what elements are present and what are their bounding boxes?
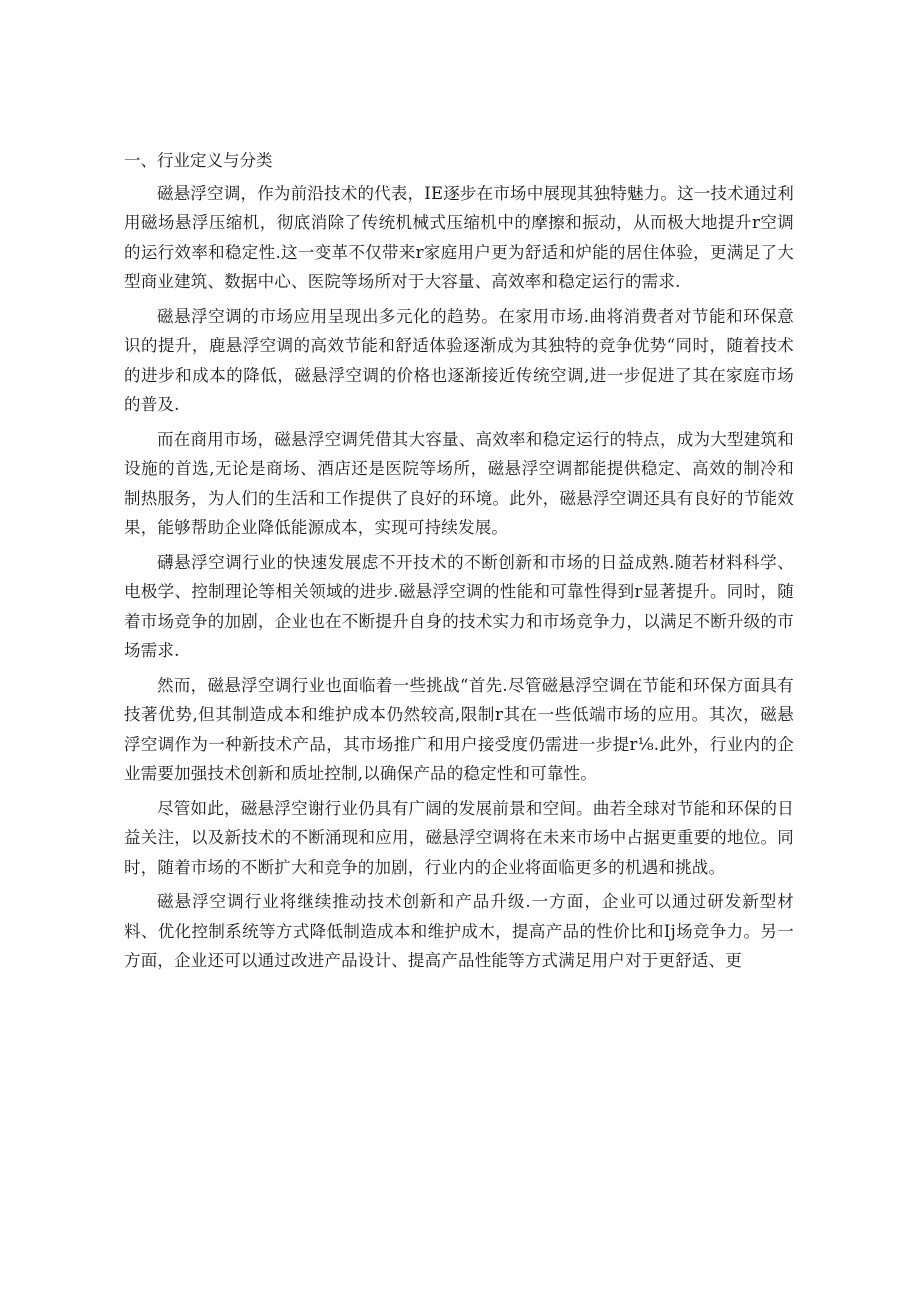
paragraph: 然而，磁悬浮空调行业也面临着一些挑战“首先.尽管磁悬浮空调在节能和环保方面具有技著优势,但其制造成本和维护成本仍然较高,限制r其在一些低端市场的应用。其次，磁悬浮空调作为一种新技术产品，其市场推广和用户接受度仍需进一步提r⅛.此外，行业内的企业需要加强技术创新和质址控制,以确保产品的稳定性和可靠性。 bbox=[124, 675, 794, 783]
paragraph: 磁悬浮空调行业将继续推动技术创新和产品升级.一方面，企业可以通过研发新型材料、优化控制系统等方式降低制造成本和维护成木，提高产品的性价比和Ij场竞争力。另一方面，企业还可以通过改进产品设计、提高产品性能等方式满足用户对于更舒适、更 bbox=[124, 892, 794, 970]
paragraph: 磁悬浮空调，作为前沿技术的代表，IE逐步在市场中展现其独特魅力。这一技术通过利用磁场悬浮压缩机，彻底消除了传统机械式压缩机中的摩擦和振动，从而极大地提升r空调的运行效率和稳定性.这一变革不仅带来r家庭用户更为舒适和炉能的居住体验，更满足了大型商业建筑、数据中心、医院等场所对于大容量、高效率和稳定运行的需求. bbox=[124, 183, 794, 291]
paragraph: 尽管如此，磁悬浮空谢行业仍具有广阔的发展前景和空间。曲若全球对节能和环保的日益关注，以及新技术的不断涌现和应用，磁悬浮空调将在未来市场中占据更重要的地位。同时，随着市场的不断扩大和竞争的加剧，行业内的企业将面临更多的机遇和挑战。 bbox=[124, 798, 794, 877]
document-body bbox=[124, 146, 794, 981]
paragraph: 磁悬浮空调的市场应用呈现出多元化的趋势。在家用市场.曲将消费者对节能和环保意识的提升，鹿悬浮空调的高效节能和舒适体验逐渐成为其独特的竞争优势“同时，随着技术的进步和成本的降低，磁悬浮空调的价格也逐渐接近传统空调,进一步促进了其在家庭市场的普及. bbox=[124, 306, 794, 414]
section-heading: 一、行业定义与分类 bbox=[124, 151, 273, 170]
paragraph: 而在商用市场，磁悬浮空调凭借其大容量、高效率和稳定运行的特点，成为大型建筑和设施的首选,无论是商场、酒店还是医院等场所，磁悬浮空调都能提供稳定、高效的制冷和制热服务，为人们的生活和工作提供了良好的环境。此外，磁悬浮空调还具有良好的节能效果，能够帮助企业降低能源成本，实现可持续发展。 bbox=[124, 429, 794, 537]
paragraph: 礴悬浮空调行业的快速发展虑不开技术的不断创新和市场的日益成熟.随若材料科学、电极学、控制理论等相关领域的进步.磁悬浮空调的性能和可靠性得到r显著提升。同时，随着市场竞争的加剧，企业也在不断提升自身的技术实力和市场竞争力，以满足不断升级的市场需求. bbox=[124, 552, 794, 660]
